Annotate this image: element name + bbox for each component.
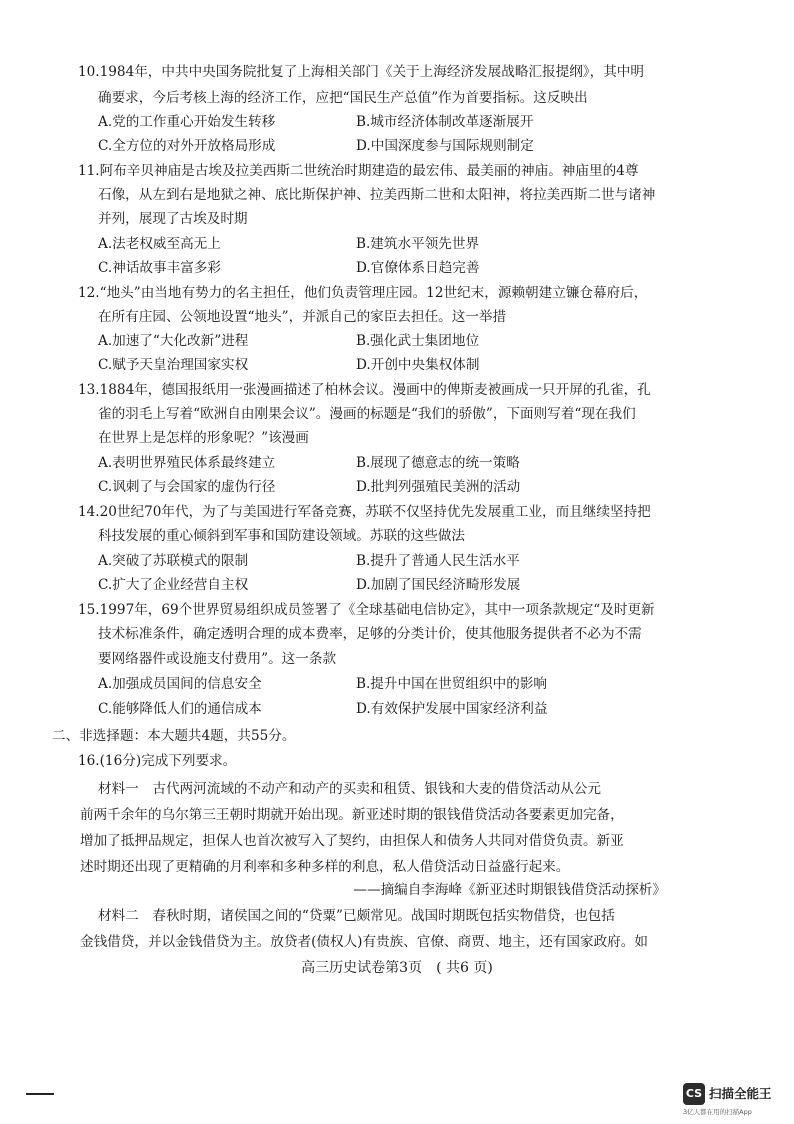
q15-option-c: C.能够降低人们的通信成本 xyxy=(98,701,262,717)
q10-option-b: B.城市经济体制改革逐渐展开 xyxy=(356,114,534,130)
section-heading: 二、非选择题：本大题共4题，共55分。 xyxy=(52,728,296,744)
q15-option-b: B.提升中国在世贸组织中的影响 xyxy=(356,676,548,692)
q10-stem-line-1: 10.1984年，中共中央国务院批复了上海相关部门《关于上海经济发展战略汇报提纲》，其中明 xyxy=(78,64,644,80)
q13-option-d: D.批判列强殖民美洲的活动 xyxy=(356,479,521,495)
q13-stem-line-1: 13.1884年，德国报纸用一张漫画描述了柏林会议。漫画中的俾斯麦被画成一只开屏的孔雀，孔 xyxy=(78,382,651,398)
scanner-watermark xyxy=(683,1083,783,1119)
material2-line-2: 金钱借贷，并以金钱借贷为主。放贷者(债权人)有贵族、官僚、商贾、地主，还有国家政府。如 xyxy=(80,934,648,950)
q14-option-b: B.提升了普通人民生活水平 xyxy=(356,553,520,569)
q12-option-a: A.加速了“大化改新”进程 xyxy=(98,333,249,349)
q13-option-c: C.讽刺了与会国家的虚伪行径 xyxy=(98,479,276,495)
q11-option-d: D.官僚体系日趋完善 xyxy=(356,260,480,276)
q14-stem-line-2: 科技发展的重心倾斜到军事和国防建设领域。苏联的这些做法 xyxy=(98,528,466,544)
q16-prompt: 16.(16分)完成下列要求。 xyxy=(78,753,237,769)
watermark-app-name: 扫描全能王 xyxy=(709,1086,772,1101)
q11-stem-line-1: 11.阿布辛贝神庙是古埃及拉美西斯二世统治时期建造的最宏伟、最美丽的神庙。神庙里的4尊 xyxy=(78,163,639,179)
q12-option-b: B.强化武士集团地位 xyxy=(356,333,480,349)
q14-stem-line-1: 14.20世纪70年代，为了与美国进行军备竞赛，苏联不仅坚持优先发展重工业，而且继续坚持把 xyxy=(78,504,651,520)
q15-stem-line-2: 技术标准条件，确定透明合理的成本费率，足够的分类计价，使其他服务提供者不必为不需 xyxy=(98,626,642,642)
material1-line-4: 述时期还出现了更精确的月利率和多种多样的利息，私人借贷活动日益盛行起来。 xyxy=(80,859,570,875)
q10-option-c: C.全方位的对外开放格局形成 xyxy=(98,138,276,154)
cs-logo-icon: CS xyxy=(683,1083,705,1105)
q15-stem-line-1: 15.1997年，69个世界贸易组织成员签署了《全球基础电信协定》，其中一项条款规定“及时更新 xyxy=(78,602,655,618)
q14-option-c: C.扩大了企业经营自主权 xyxy=(98,577,249,593)
q12-stem-line-1: 12.“地头”由当地有势力的名主担任，他们负责管理庄园。12世纪末，源赖朝建立镰仓幕府后， xyxy=(78,285,648,301)
material1-source: ——摘编自李海峰《新亚述时期银钱借贷活动探析》 xyxy=(353,882,666,898)
page-footer: 高三历史试卷第3页 ( 共6 页) xyxy=(301,960,493,976)
q13-option-b: B.展现了德意志的统一策略 xyxy=(356,455,520,471)
q11-stem-line-3: 并列，展现了古埃及时期 xyxy=(98,211,248,227)
q12-option-d: D.开创中央集权体制 xyxy=(356,357,480,373)
q12-stem-line-2: 在所有庄园、公领地设置“地头”，并派自己的家臣去担任。这一举措 xyxy=(98,309,507,325)
q10-option-a: A.党的工作重心开始发生转移 xyxy=(98,114,276,130)
q11-option-c: C.神话故事丰富多彩 xyxy=(98,260,221,276)
margin-mark xyxy=(26,1093,54,1095)
q14-option-a: A.突破了苏联模式的限制 xyxy=(98,553,249,569)
q10-option-d: D.中国深度参与国际规则制定 xyxy=(356,138,534,154)
material1-line-2: 前两千余年的乌尔第三王朝时期就开始出现。新亚述时期的银钱借贷活动各要素更加完备， xyxy=(80,807,624,823)
q14-option-d: D.加剧了国民经济畸形发展 xyxy=(356,577,521,593)
q11-stem-line-2: 石像，从左到右是地狱之神、底比斯保护神、拉美西斯二世和太阳神，将拉美西斯二世与诸神 xyxy=(98,187,656,203)
q11-option-a: A.法老权威至高无上 xyxy=(98,236,221,252)
q12-option-c: C.赋予天皇治理国家实权 xyxy=(98,357,249,373)
q15-stem-line-3: 要网络器件或设施支付费用”。这一条款 xyxy=(98,651,337,667)
q13-stem-line-2: 雀的羽毛上写着“欧洲自由刚果会议”。漫画的标题是“我们的骄傲”，下面则写着“现在我们 xyxy=(98,406,636,422)
material2-line-1: 材料二 春秋时期，诸侯国之间的“贷粟”已颇常见。战国时期既包括实物借贷，也包括 xyxy=(98,908,615,924)
q13-stem-line-3: 在世界上是怎样的形象呢？”该漫画 xyxy=(98,430,309,446)
watermark-tagline: 3亿人都在用的扫描App xyxy=(683,1108,752,1116)
q15-option-a: A.加强成员国间的信息安全 xyxy=(98,676,262,692)
q10-stem-line-2: 确要求，今后考核上海的经济工作，应把“国民生产总值”作为首要指标。这反映出 xyxy=(98,90,588,106)
q15-option-d: D.有效保护发展中国家经济利益 xyxy=(356,701,548,717)
q13-option-a: A.表明世界殖民体系最终建立 xyxy=(98,455,276,471)
q11-option-b: B.建筑水平领先世界 xyxy=(356,236,480,252)
material1-line-3: 增加了抵押品规定，担保人也首次被写入了契约，由担保人和债务人共同对借贷负责。新亚 xyxy=(80,833,624,849)
material1-line-1: 材料一 古代两河流域的不动产和动产的买卖和租赁、银钱和大麦的借贷活动从公元 xyxy=(98,781,601,797)
